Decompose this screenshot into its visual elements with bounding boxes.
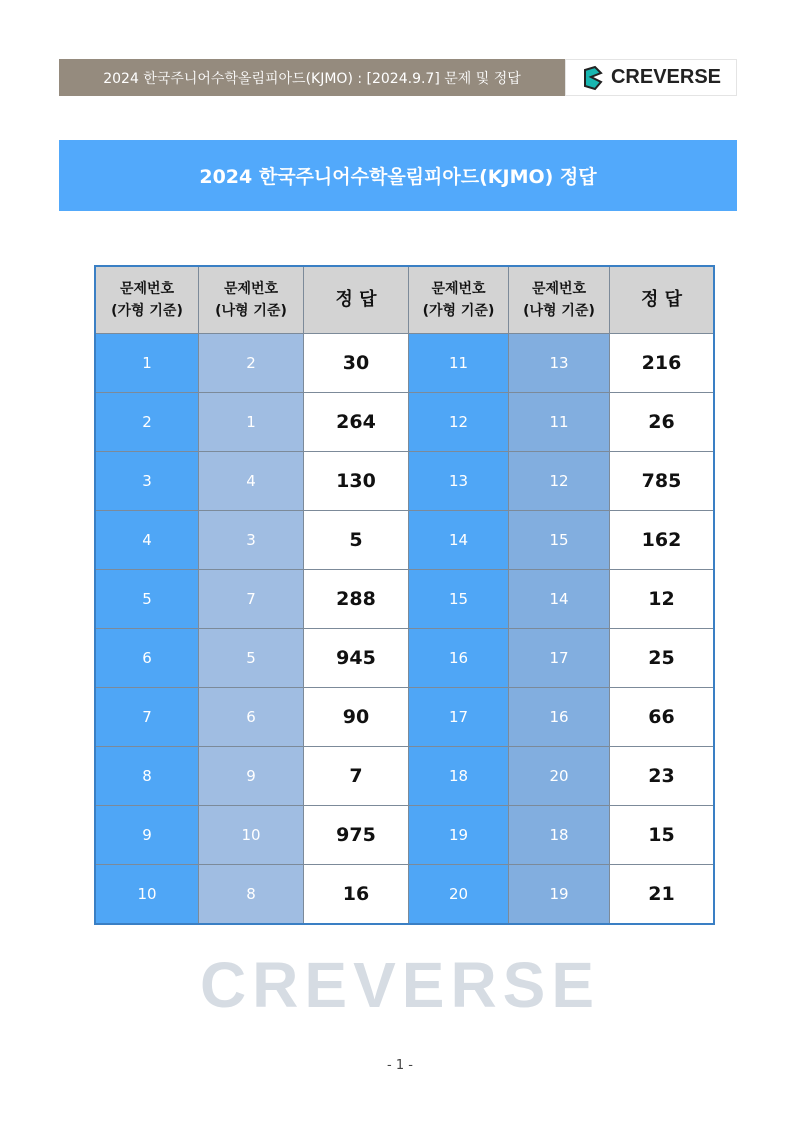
page-title: 2024 한국주니어수학올림피아드(KJMO) 정답 [59,140,737,211]
column-header [95,266,199,334]
creverse-logo-icon [581,65,605,91]
problem-number-cell: 8 [199,865,304,925]
problem-number-cell: 3 [95,452,199,511]
problem-number-cell: 20 [409,865,509,925]
problem-number-cell: 14 [409,511,509,570]
header-subline: (가형 기준) [422,303,495,319]
problem-number-cell: 12 [509,452,610,511]
header-line: 정 답 [640,289,683,310]
column-header [610,266,715,334]
problem-number-cell: 6 [95,629,199,688]
header-subline: (나형 기준) [523,303,595,319]
problem-number-cell: 15 [509,511,610,570]
problem-number-cell: 7 [199,570,304,629]
problem-number-cell: 12 [409,393,509,452]
answer-cell: 25 [610,629,715,688]
problem-number-cell: 8 [95,747,199,806]
logo-text: CREVERSE [610,66,722,88]
answer-cell: 130 [304,452,409,511]
problem-number-cell: 11 [509,393,610,452]
problem-number-cell: 5 [95,570,199,629]
table-row [95,570,714,629]
answer-cell: 785 [610,452,715,511]
problem-number-cell: 16 [509,688,610,747]
problem-number-cell: 11 [409,334,509,393]
answer-cell: 26 [610,393,715,452]
table-row [95,806,714,865]
problem-number-cell: 6 [199,688,304,747]
problem-number-cell: 9 [95,806,199,865]
problem-number-cell: 14 [509,570,610,629]
header-line: 문제번호 [223,281,279,297]
answer-cell: 30 [304,334,409,393]
table-row [95,334,714,393]
answer-cell: 16 [304,865,409,925]
problem-number-cell: 17 [409,688,509,747]
table-row [95,393,714,452]
problem-number-cell: 4 [199,452,304,511]
watermark: CREVERSE [199,949,601,1021]
problem-number-cell: 4 [95,511,199,570]
answer-cell: 975 [304,806,409,865]
table-row [95,688,714,747]
answer-cell: 7 [304,747,409,806]
problem-number-cell: 3 [199,511,304,570]
column-header [199,266,304,334]
answer-cell: 15 [610,806,715,865]
problem-number-cell: 1 [199,393,304,452]
problem-number-cell: 10 [199,806,304,865]
table-row [95,865,714,925]
problem-number-cell: 13 [409,452,509,511]
problem-number-cell: 18 [509,806,610,865]
answer-cell: 66 [610,688,715,747]
column-header [409,266,509,334]
header-subline: (나형 기준) [215,303,287,319]
problem-number-cell: 1 [95,334,199,393]
table-row [95,747,714,806]
document-header: 2024 한국주니어수학올림피아드(KJMO) : [2024.9.7] 문제 및 정답 [59,59,565,96]
problem-number-cell: 2 [199,334,304,393]
problem-number-cell: 2 [95,393,199,452]
problem-number-cell: 20 [509,747,610,806]
creverse-logo [565,59,737,96]
answer-cell: 264 [304,393,409,452]
header-line: 정 답 [335,289,377,310]
header-line: 문제번호 [119,281,175,297]
answer-cell: 90 [304,688,409,747]
answer-cell: 23 [610,747,715,806]
header-line: 문제번호 [431,281,486,297]
problem-number-cell: 17 [509,629,610,688]
column-header [509,266,610,334]
answer-cell: 288 [304,570,409,629]
problem-number-cell: 19 [509,865,610,925]
answer-cell: 945 [304,629,409,688]
problem-number-cell: 13 [509,334,610,393]
answer-cell: 162 [610,511,715,570]
table-row [95,629,714,688]
problem-number-cell: 15 [409,570,509,629]
table-row [95,511,714,570]
header-line: 문제번호 [531,281,587,297]
problem-number-cell: 5 [199,629,304,688]
answer-cell: 12 [610,570,715,629]
header-subline: (가형 기준) [111,303,183,319]
page-number: - 1 - [387,1058,413,1073]
answer-cell: 21 [610,865,715,925]
problem-number-cell: 9 [199,747,304,806]
answer-cell: 216 [610,334,715,393]
problem-number-cell: 19 [409,806,509,865]
column-header [304,266,409,334]
problem-number-cell: 18 [409,747,509,806]
problem-number-cell: 16 [409,629,509,688]
answer-cell: 5 [304,511,409,570]
problem-number-cell: 10 [95,865,199,925]
problem-number-cell: 7 [95,688,199,747]
table-row [95,452,714,511]
answer-table [94,265,715,925]
